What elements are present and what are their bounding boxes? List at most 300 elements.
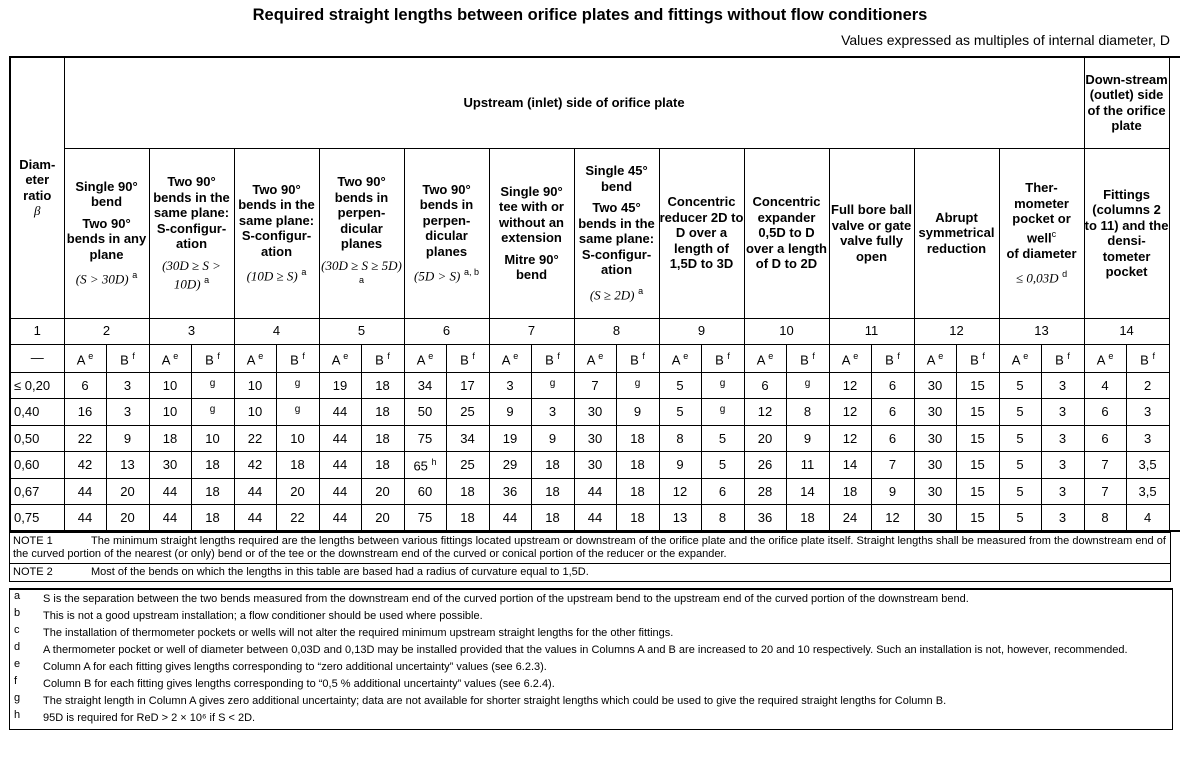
- note-text: The minimum straight lengths required are the lengths between various fittings located upstream or downstream of the orifice plate and the orifice plate itself. Straight lengths shall be measured from the downstream end of the curved portion of the nearest (or only) bend or of the tee or the downstream end of the curved or conical portion of the reducer or the expander.: [13, 535, 1166, 560]
- col-label: A: [161, 351, 170, 367]
- table-cell: 65 $^h$: [404, 452, 446, 479]
- table-cell: 44: [319, 505, 361, 532]
- col-label: A: [1096, 351, 1105, 367]
- table-cell: 11: [786, 452, 829, 479]
- condition-text: (S > 30D): [75, 271, 129, 287]
- table-cell: 19: [319, 372, 361, 399]
- table-cell: 75: [404, 505, 446, 532]
- col-label: A: [586, 351, 595, 367]
- footnote-e: [10, 658, 1172, 674]
- table-cell: 44: [489, 505, 531, 532]
- col-label: B: [1055, 351, 1064, 367]
- column-number: 2: [64, 318, 149, 344]
- table-cell: 5: [999, 372, 1041, 399]
- col-a-label: [999, 344, 1041, 372]
- col-label: B: [290, 351, 299, 367]
- fitting-description: Two 90° bends in the same plane: S-configur-ation: [153, 174, 230, 252]
- footnote-ref: f: [982, 350, 985, 361]
- table-cell: 24: [829, 505, 871, 532]
- footnote-ref: f: [217, 350, 220, 361]
- table-cell: 6: [1084, 399, 1126, 426]
- table-cell: 18: [276, 452, 319, 479]
- table-cell: 3: [106, 372, 149, 399]
- table-cell: 7: [871, 452, 914, 479]
- footnote-ref: c: [1051, 228, 1057, 239]
- table-cell: 8: [1084, 505, 1126, 532]
- table-cell: 18: [531, 452, 574, 479]
- footnote-ref: a, b: [463, 267, 479, 278]
- col-label: A: [416, 351, 425, 367]
- column-header-14: [1084, 148, 1169, 318]
- footnote-ref: e: [1108, 350, 1114, 361]
- table-cell: 3: [1041, 478, 1084, 505]
- table-cell: 6: [871, 425, 914, 452]
- table-cell: 10: [276, 425, 319, 452]
- beta-value: 0,60: [10, 452, 64, 479]
- footnote-ref: f: [897, 350, 900, 361]
- table-cell: 15: [956, 425, 999, 452]
- column-number: 5: [319, 318, 404, 344]
- col-label: B: [545, 351, 554, 367]
- footnote-ref: f: [557, 350, 560, 361]
- footnote-ref: f: [727, 350, 730, 361]
- separation-condition: [320, 258, 404, 292]
- column-number: 6: [404, 318, 489, 344]
- table-cell: 5: [999, 425, 1041, 452]
- table-cell: 12: [744, 399, 786, 426]
- table-cell: 9: [659, 452, 701, 479]
- table-cell: 18: [191, 505, 234, 532]
- beta-header: Diam-eter ratio β: [10, 57, 64, 318]
- footnote-text: The installation of thermometer pockets or wells will not alter the required minimum upstream straight lengths for the other fittings.: [43, 627, 674, 639]
- column-header-3: [149, 148, 234, 318]
- table-cell: 42: [64, 452, 106, 479]
- table-cell: 18: [786, 505, 829, 532]
- separation-condition: [405, 265, 489, 284]
- fitting-description-alt: Two 90° bends in any plane: [66, 215, 147, 262]
- table-cell: 5: [999, 399, 1041, 426]
- footnote-ref: f: [1152, 350, 1155, 361]
- footnote-f: [10, 675, 1172, 691]
- table-cell: 22: [234, 425, 276, 452]
- footnote-text: Column B for each fitting gives lengths corresponding to “0,5 % additional uncertainty” values (see 6.2.4).: [43, 678, 555, 690]
- footnote-a: [10, 590, 1172, 606]
- col-label: A: [76, 351, 85, 367]
- footnote-key: e: [14, 658, 21, 670]
- table-cell: 3: [1041, 452, 1084, 479]
- footnote-ref: e: [428, 350, 434, 361]
- note-1: [10, 533, 1171, 564]
- column-header-8: [574, 148, 659, 318]
- col-a-label: [744, 344, 786, 372]
- table-cell: 18: [361, 399, 404, 426]
- table-cell: 20: [106, 505, 149, 532]
- table-cell: 18: [829, 478, 871, 505]
- column-header-13: [999, 148, 1084, 318]
- table-cell: 44: [319, 425, 361, 452]
- footnote-text: This is not a good upstream installation; a flow conditioner should be used where possible.: [43, 610, 483, 622]
- beta-value: 0,67: [10, 478, 64, 505]
- table-cell: 4: [1084, 372, 1126, 399]
- col-label: A: [331, 351, 340, 367]
- table-cell: 10: [234, 372, 276, 399]
- footnote-ref: f: [472, 350, 475, 361]
- table-cell: 18: [361, 452, 404, 479]
- table-row: [10, 452, 1180, 479]
- table-cell: 20: [276, 478, 319, 505]
- table-cell: 5: [999, 452, 1041, 479]
- table-cell: 22: [276, 505, 319, 532]
- table-cell: 15: [956, 505, 999, 532]
- footnote-ref: d: [1062, 269, 1068, 279]
- col-b-label: [446, 344, 489, 372]
- col-label: A: [926, 351, 935, 367]
- footnote-ref: e: [258, 350, 264, 361]
- table-row: [10, 478, 1180, 505]
- note-label: NOTE 2: [13, 566, 53, 578]
- footnote-ref: e: [598, 350, 604, 361]
- table-cell: 9: [871, 478, 914, 505]
- table-cell: g: [531, 372, 574, 399]
- col-b-label: [276, 344, 319, 372]
- footnote-ref: f: [387, 350, 390, 361]
- table-cell: 12: [829, 372, 871, 399]
- table-cell: 75: [404, 425, 446, 452]
- table-cell: 44: [574, 478, 616, 505]
- table-subtitle: Values expressed as multiples of internal diameter, D: [841, 32, 1170, 48]
- column-number: 11: [829, 318, 914, 344]
- footnote-key: h: [14, 709, 21, 721]
- table-cell: 3: [1126, 425, 1169, 452]
- col-label: A: [1011, 351, 1020, 367]
- table-cell: 34: [404, 372, 446, 399]
- table-cell: 6: [64, 372, 106, 399]
- condition-text: (10D ≥ S): [246, 268, 298, 284]
- table-cell: 4: [1126, 505, 1169, 532]
- fitting-description: Concentric reducer 2D to D over a length of 1,5D to 3D: [659, 194, 744, 272]
- col-label: B: [120, 351, 129, 367]
- footnote-text: 95D is required for ReD > 2 × 10⁶ if S < 2D.: [43, 712, 256, 724]
- col-b-label: [871, 344, 914, 372]
- fitting-description: Abrupt symmetrical reduction: [918, 209, 995, 256]
- table-cell: 34: [446, 425, 489, 452]
- footnote-text: S is the separation between the two bends measured from the downstream end of the curved portion of the upstream bend to the upstream end of the curved portion of the downstream bend.: [43, 593, 969, 605]
- col-b-label: [1126, 344, 1169, 372]
- footnote-h: [10, 709, 1172, 725]
- col-label: B: [375, 351, 384, 367]
- table-cell: g: [701, 372, 744, 399]
- separation-condition: [65, 268, 149, 287]
- fitting-description: Fittings (columns 2 to 11) and the densi-tometer pocket: [1084, 186, 1169, 279]
- col-a-label: [659, 344, 701, 372]
- table-cell: 9: [106, 425, 149, 452]
- condition-text: (5D > S): [414, 268, 461, 284]
- table-cell: 42: [234, 452, 276, 479]
- col-a-label: [574, 344, 616, 372]
- table-cell: 50: [404, 399, 446, 426]
- table-cell: 10: [234, 399, 276, 426]
- beta-value: 0,50: [10, 425, 64, 452]
- col-b-label: [191, 344, 234, 372]
- table-cell: 10: [191, 425, 234, 452]
- table-cell: 44: [234, 478, 276, 505]
- column-number: 13: [999, 318, 1084, 344]
- table-cell: 30: [574, 399, 616, 426]
- col-a-label: [64, 344, 106, 372]
- col-label: B: [205, 351, 214, 367]
- footnote-key: d: [14, 641, 21, 653]
- table-cell: 20: [106, 478, 149, 505]
- table-cell: g: [276, 372, 319, 399]
- fitting-description: Single 90° tee with or without an extension: [498, 183, 564, 245]
- table-cell: 5: [999, 478, 1041, 505]
- condition-text: (30D ≥ S > 10D): [162, 257, 221, 292]
- col-label: A: [841, 351, 850, 367]
- fitting-description: Concentric expander 0,5D to D over a length of D to 2D: [746, 194, 827, 272]
- column-header-11: [829, 148, 914, 318]
- beta-value: 0,75: [10, 505, 64, 532]
- footnote-ref: a: [204, 275, 210, 286]
- table-cell: 18: [531, 478, 574, 505]
- table-cell: 6: [871, 399, 914, 426]
- table-cell: g: [191, 399, 234, 426]
- footnote-ref: f: [302, 350, 305, 361]
- footnote-g: [10, 692, 1172, 708]
- column-number: 12: [914, 318, 999, 344]
- fitting-description: Two 90° bends in the same plane: S-configur-ation: [238, 181, 315, 259]
- col-a-label: [149, 344, 191, 372]
- table-cell: 15: [956, 372, 999, 399]
- table-cell: 17: [446, 372, 489, 399]
- footnote-text: A thermometer pocket or well of diameter between 0,03D and 0,13D may be installed provided that the values in Columns A and B are increased to 20 and 10 respectively. Such an installation is not, however, recommended.: [43, 644, 1128, 656]
- table-cell: 30: [914, 399, 956, 426]
- table-cell: 44: [319, 452, 361, 479]
- col-b-label: [1041, 344, 1084, 372]
- table-cell: 36: [489, 478, 531, 505]
- col-label: A: [501, 351, 510, 367]
- footnote-ref: a: [301, 267, 307, 278]
- table-cell: 20: [744, 425, 786, 452]
- separation-condition: [575, 284, 659, 303]
- col-b-label: [616, 344, 659, 372]
- beta-value: 0,40: [10, 399, 64, 426]
- table-cell: 26: [744, 452, 786, 479]
- col-b-label: [106, 344, 149, 372]
- table-cell: 12: [829, 399, 871, 426]
- table-cell: 6: [744, 372, 786, 399]
- table-cell: 29: [489, 452, 531, 479]
- table-cell: g: [701, 399, 744, 426]
- table-cell: 18: [361, 425, 404, 452]
- condition-text: ≤ 0,03D: [1015, 270, 1059, 286]
- table-cell: 9: [531, 425, 574, 452]
- table-cell: 30: [914, 372, 956, 399]
- column-header-7: [489, 148, 574, 318]
- footnote-d: [10, 641, 1172, 657]
- footnote-ref: e: [853, 350, 859, 361]
- column-number: 1: [10, 318, 64, 344]
- table-cell: 44: [319, 478, 361, 505]
- footnote-key: g: [14, 692, 21, 704]
- table-cell: 18: [616, 505, 659, 532]
- footnote-c: [10, 624, 1172, 640]
- column-number: 14: [1084, 318, 1169, 344]
- table-cell: 30: [914, 425, 956, 452]
- col-label: B: [885, 351, 894, 367]
- table-cell: 44: [149, 505, 191, 532]
- table-cell: 3,5: [1126, 452, 1169, 479]
- table-cell: 44: [319, 399, 361, 426]
- table-cell: 18: [446, 478, 489, 505]
- table-cell: 20: [361, 505, 404, 532]
- table-cell: 12: [659, 478, 701, 505]
- table-cell: 7: [1084, 478, 1126, 505]
- table-cell: 5: [999, 505, 1041, 532]
- table-cell: 18: [446, 505, 489, 532]
- table-cell: 18: [361, 372, 404, 399]
- table-cell: 19: [489, 425, 531, 452]
- table-cell: 18: [149, 425, 191, 452]
- table-cell: 3: [106, 399, 149, 426]
- footnote-b: [10, 607, 1172, 623]
- table-cell: 30: [914, 478, 956, 505]
- table-cell: 3: [1041, 399, 1084, 426]
- table-cell: 15: [956, 399, 999, 426]
- table-cell: 15: [956, 452, 999, 479]
- downstream-header: Down-stream (outlet) side of the orifice plate: [1084, 57, 1169, 148]
- table-cell: 14: [829, 452, 871, 479]
- col-a-label: [404, 344, 446, 372]
- table-cell: 6: [1084, 425, 1126, 452]
- table-cell: 3: [1041, 425, 1084, 452]
- table-cell: 3: [1126, 399, 1169, 426]
- col-label: B: [1140, 351, 1149, 367]
- table-cell: 5: [701, 425, 744, 452]
- table-cell: 18: [616, 452, 659, 479]
- col-b-label: [701, 344, 744, 372]
- table-cell: 44: [574, 505, 616, 532]
- column-header-12: [914, 148, 999, 318]
- table-cell: 12: [871, 505, 914, 532]
- table-cell: 9: [786, 425, 829, 452]
- fitting-description: Ther-mometer pocket or well$^c$: [1012, 180, 1071, 245]
- col-label: B: [630, 351, 639, 367]
- table-row: [10, 372, 1180, 399]
- table-cell: g: [616, 372, 659, 399]
- table-cell: 44: [149, 478, 191, 505]
- note-label: NOTE 1: [13, 535, 53, 547]
- footnote-key: f: [14, 675, 18, 687]
- table-cell: 18: [191, 452, 234, 479]
- table-row: [10, 399, 1180, 426]
- column-number: 7: [489, 318, 574, 344]
- fitting-description-alt: Mitre 90° bend: [504, 251, 559, 282]
- table-cell: 28: [744, 478, 786, 505]
- table-cell: 9: [489, 399, 531, 426]
- table-cell: 12: [829, 425, 871, 452]
- col-a-label: [829, 344, 871, 372]
- column-number: 9: [659, 318, 744, 344]
- col-label: B: [970, 351, 979, 367]
- table-cell: 10: [149, 399, 191, 426]
- table-cell: 2: [1126, 372, 1169, 399]
- footnote-text: The straight length in Column A gives zero additional uncertainty; data are not available for shorter straight lengths which could be used to give the required straight lengths for Column B.: [43, 695, 947, 707]
- footnote-ref: f: [132, 350, 135, 361]
- separation-condition: [150, 258, 234, 292]
- footnote-ref: e: [1023, 350, 1029, 361]
- col-a-label: [234, 344, 276, 372]
- fitting-description: Two 90° bends in perpen-dicular planes: [334, 174, 389, 252]
- table-cell: 6: [701, 478, 744, 505]
- condition-text: (30D ≥ S ≥ 5D): [321, 257, 402, 273]
- footnote-ref: e: [173, 350, 179, 361]
- table-cell: 8: [701, 505, 744, 532]
- footnote-ref: e: [513, 350, 519, 361]
- col-b-label: [786, 344, 829, 372]
- table-cell: 16: [64, 399, 106, 426]
- table-row: [10, 505, 1180, 532]
- table-cell: 3,5: [1126, 478, 1169, 505]
- table-cell: 3: [531, 399, 574, 426]
- fitting-description: Single 45° bend: [585, 163, 648, 194]
- straight-lengths-table: [9, 56, 1180, 532]
- table-cell: 44: [234, 505, 276, 532]
- table-cell: 3: [1041, 372, 1084, 399]
- footnotes: [9, 588, 1173, 730]
- separation-condition: [1000, 267, 1084, 286]
- col-a-label: [319, 344, 361, 372]
- table-cell: 7: [574, 372, 616, 399]
- fitting-description: Full bore ball valve or gate valve fully open: [831, 202, 912, 264]
- note-2: [10, 564, 1171, 582]
- col-b-label: [956, 344, 999, 372]
- table-cell: 5: [659, 372, 701, 399]
- col-b-label: [531, 344, 574, 372]
- table-cell: g: [786, 372, 829, 399]
- col-label: A: [756, 351, 765, 367]
- condition-text: (S ≥ 2D): [589, 287, 635, 303]
- table-cell: 5: [701, 452, 744, 479]
- beta-value: ≤ 0,20: [10, 372, 64, 399]
- table-cell: 60: [404, 478, 446, 505]
- col-label: A: [246, 351, 255, 367]
- table-cell: 30: [914, 452, 956, 479]
- column-header-10: [744, 148, 829, 318]
- notes-table: [9, 532, 1171, 582]
- table-cell: 14: [786, 478, 829, 505]
- table-cell: 18: [616, 425, 659, 452]
- table-cell: 44: [64, 505, 106, 532]
- col-label: A: [671, 351, 680, 367]
- footnote-key: a: [14, 590, 21, 602]
- footnote-key: b: [14, 607, 21, 619]
- footnote-ref: f: [642, 350, 645, 361]
- footnote-ref: f: [1067, 350, 1070, 361]
- column-header-4: [234, 148, 319, 318]
- fitting-description-cont: of diameter: [1006, 245, 1077, 261]
- col-b-label: [361, 344, 404, 372]
- fitting-description: Single 90° bend: [75, 178, 138, 210]
- table-cell: g: [276, 399, 319, 426]
- footnote-ref: f: [812, 350, 815, 361]
- table-cell: 5: [659, 399, 701, 426]
- footnote-ref: e: [938, 350, 944, 361]
- table-cell: 7: [1084, 452, 1126, 479]
- column-header-2: [64, 148, 149, 318]
- table-cell: 30: [914, 505, 956, 532]
- dash-cell: —: [10, 344, 64, 372]
- col-a-label: [489, 344, 531, 372]
